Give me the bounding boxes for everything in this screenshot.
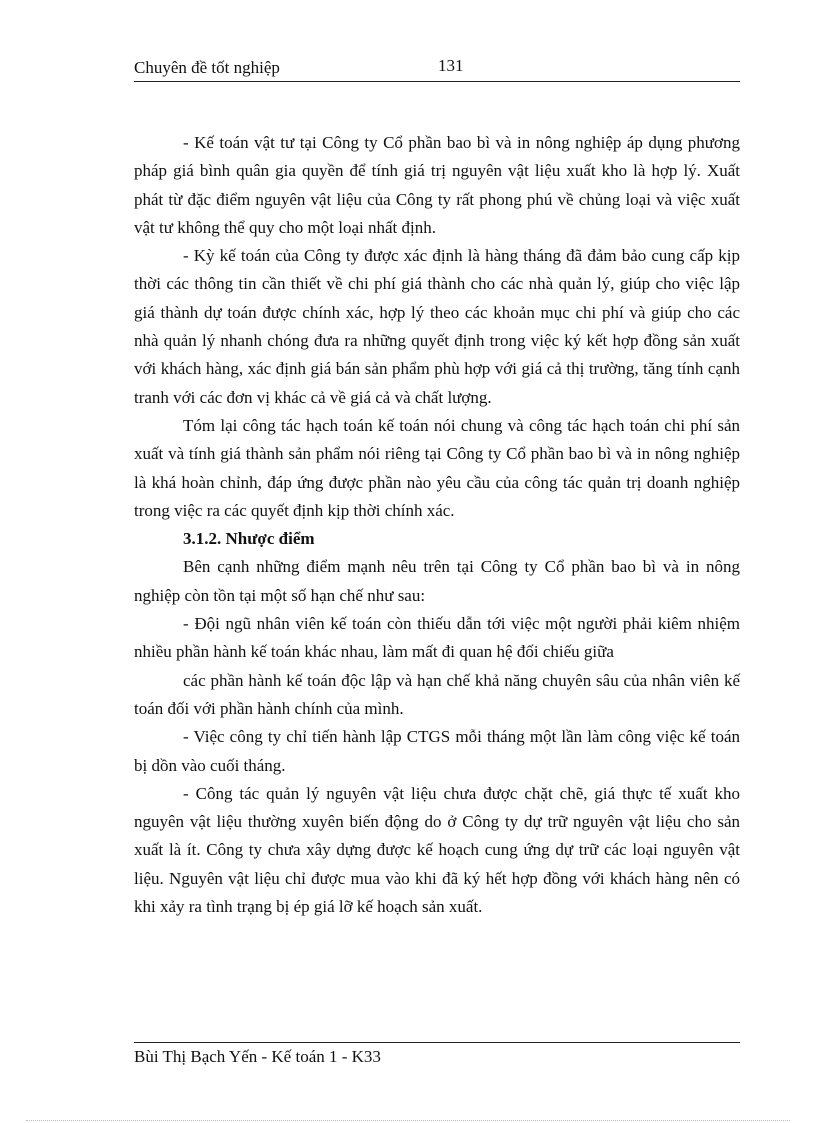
section-heading-weaknesses: 3.1.2. Nhược điểm: [183, 529, 315, 549]
paragraph-staff-shortage-continued: các phần hành kế toán độc lập và hạn chế khả năng chuyên sâu của nhân viên kế toán đối với phần hành chính của mình.: [134, 670, 740, 718]
paragraph-material-accounting: - Kế toán vật tư tại Công ty Cổ phần bao bì và in nông nghiệp áp dụng phương pháp giá bình quân gia quyền để tính giá trị nguyên vật liệu xuất kho là hợp lý. Xuất phát từ đặc điểm nguyên vật liệu của Công ty rất phong phú về chủng loại và việc xuất vật tư không thể quy cho một loại nhất định.: [134, 133, 740, 237]
paragraph-accounting-period: - Kỳ kế toán của Công ty được xác định là hàng tháng đã đảm bảo cung cấp kịp thời các thông tin cần thiết về chi phí giá thành cho các nhà quản lý, giúp cho việc lập giá thành dự toán được chính xác, hợp lý theo các khoản mục chi phí và giúp cho các nhà quản lý nhanh chóng đưa ra những quyết định trong việc ký kết hợp đồng sản xuất với khách hàng, xác định giá bán sản phẩm phù hợp với giá cả thị trường, tăng tính cạnh tranh với các đơn vị khác cả về giá cả và chất lượng.: [134, 246, 740, 407]
page-bottom-edge: [26, 1120, 790, 1121]
paragraph-ctgs-monthly: - Việc công ty chỉ tiến hành lập CTGS mỗi tháng một lần làm công việc kế toán bị dồn vào cuối tháng.: [134, 727, 740, 775]
page-header: [134, 56, 740, 82]
footer-author: Bùi Thị Bạch Yến - Kế toán 1 - K33: [134, 1047, 381, 1066]
paragraph-staff-shortage: - Đội ngũ nhân viên kế toán còn thiếu dẫn tới việc một người phải kiêm nhiệm nhiều phần hành kế toán khác nhau, làm mất đi quan hệ đối chiếu giữa: [134, 614, 740, 662]
document-body: [134, 129, 740, 921]
paragraph-material-management: - Công tác quản lý nguyên vật liệu chưa được chặt chẽ, giá thực tế xuất kho nguyên vật liệu thường xuyên biến động do ở Công ty dự trữ nguyên vật liệu cho sản xuất là ít. Công ty chưa xây dựng được kế hoạch cung ứng dự trữ các loại nguyên vật liệu. Nguyên vật liệu chỉ được mua vào khi đã ký hết hợp đồng với khách hàng nên có khi xảy ra tình trạng bị ép giá lỡ kế hoạch sản xuất.: [134, 783, 740, 917]
paragraph-summary: Tóm lại công tác hạch toán kế toán nói chung và công tác hạch toán chi phí sản xuất và tính giá thành sản phẩm nói riêng tại Công ty Cổ phần bao bì và in nông nghiệp là khá hoàn chỉnh, đáp ứng được phần nào yêu cầu của công tác quản trị doanh nghiệp trong việc ra các quyết định kịp thời chính xác.: [134, 415, 740, 520]
paragraph-weaknesses-intro: Bên cạnh những điểm mạnh nêu trên tại Công ty Cổ phần bao bì và in nông nghiệp còn tồn tại một số hạn chế như sau:: [134, 557, 740, 605]
page-footer: [134, 1042, 740, 1067]
page-number: 131: [438, 56, 464, 75]
document-title: Chuyên đề tốt nghiệp: [134, 58, 280, 77]
